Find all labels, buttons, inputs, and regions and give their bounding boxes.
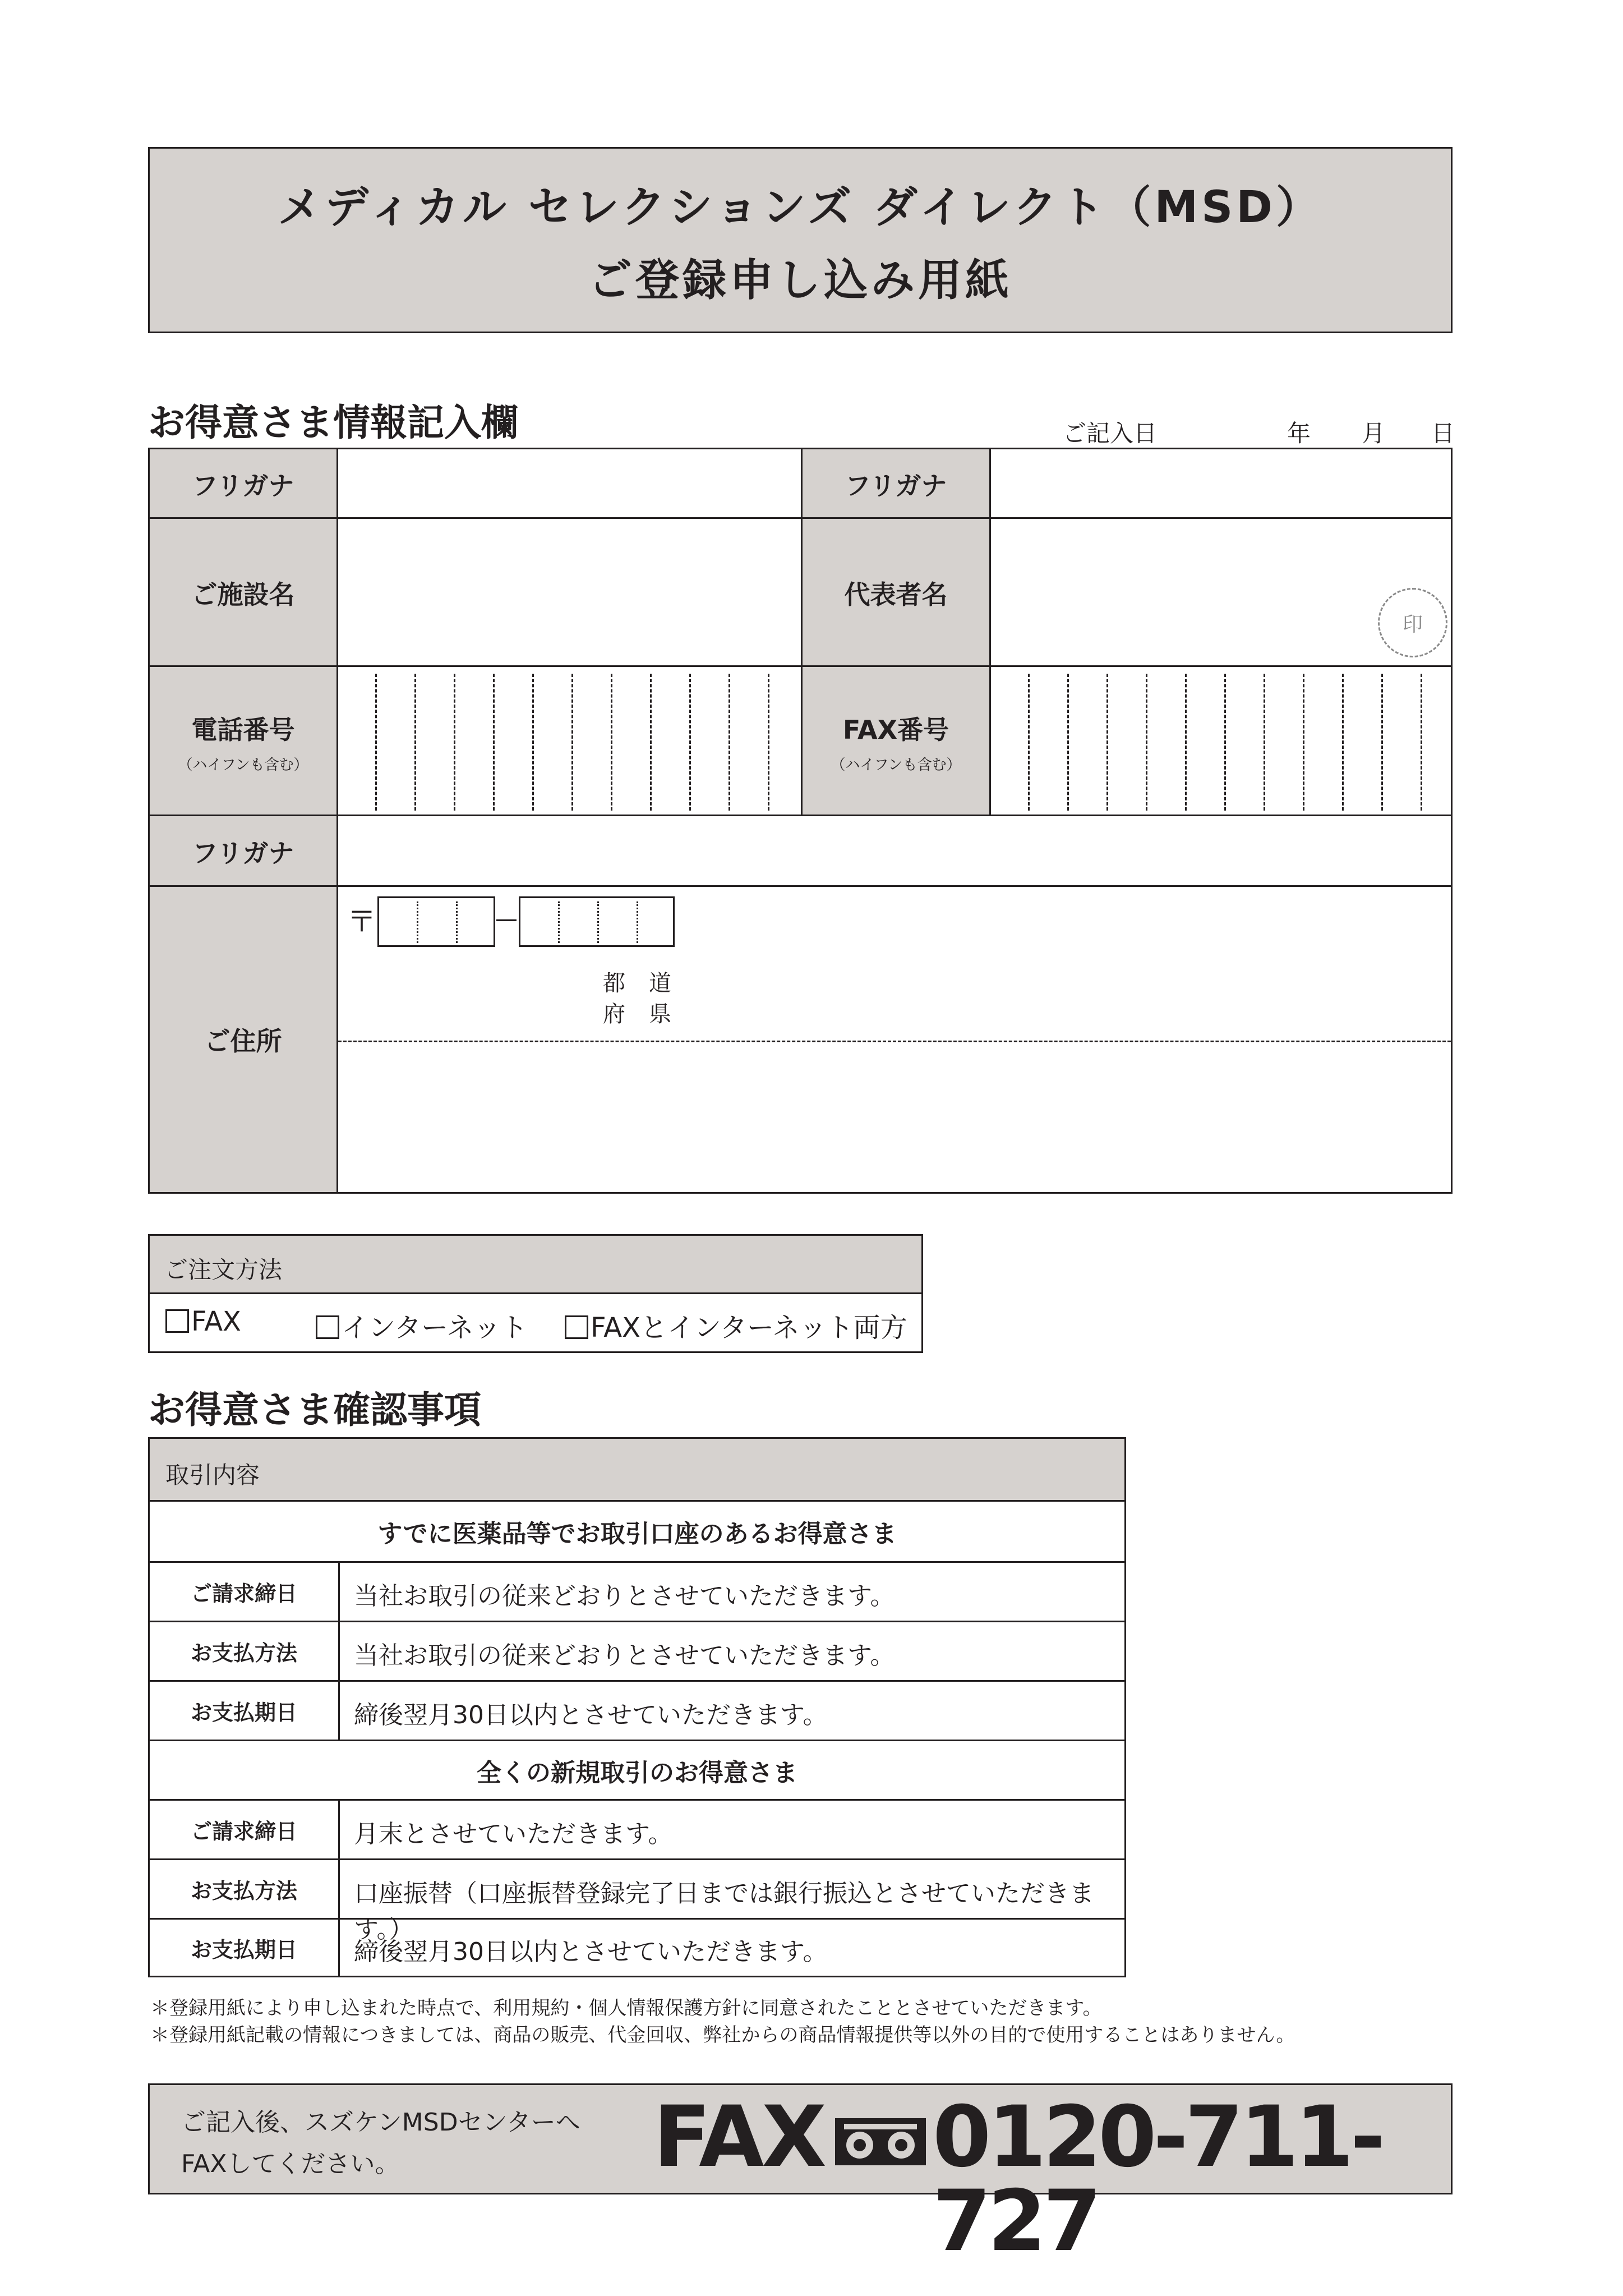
freedial-icon (833, 2116, 928, 2168)
existing-title: すでに医薬品等でお取引口座のあるお得意さま (377, 1520, 897, 1548)
postal-hyphen (496, 919, 517, 921)
order-method-box (148, 1234, 923, 1353)
address-furigana-input[interactable] (338, 818, 1451, 885)
existing-row-3-value: 締後翌月30日以内とさせていただきます。 (354, 1701, 828, 1729)
order-option-internet[interactable]: インターネット (316, 1306, 528, 1345)
title-line-2: ご登録申し込み用紙 (588, 255, 1012, 306)
new-row-3-value: 締後翌月30日以内とさせていただきます。 (354, 1938, 828, 1966)
existing-row-1-label: ご請求締日 (190, 1581, 297, 1606)
representative-input[interactable] (991, 521, 1451, 665)
date-day: 日 (1431, 420, 1455, 447)
table-header: 取引内容 (150, 1439, 1124, 1502)
phone-input[interactable] (338, 669, 801, 815)
existing-row-1-value: 当社お取引の従来どおりとさせていただきます。 (354, 1582, 895, 1611)
checkbox-icon (565, 1315, 588, 1339)
note-2: ＊登録用紙記載の情報につきましては、商品の販売、代金回収、弊社からの商品情報提供等以外の目的で使用することはありません。 (150, 2024, 1295, 2046)
checkbox-icon (165, 1309, 189, 1333)
order-method-label: ご注文方法 (150, 1236, 921, 1294)
fax-label: FAX番号 （ハイフンも含む） (803, 667, 989, 816)
title-box (148, 147, 1453, 333)
furigana-label: フリガナ (150, 449, 336, 519)
title-line-1: メディカル セレクションズ ダイレクト（MSD） (277, 182, 1324, 233)
phone-label: 電話番号 （ハイフンも含む） (150, 667, 336, 816)
checkbox-icon (316, 1315, 339, 1339)
pref-ken: 県 (649, 1001, 671, 1027)
order-option-fax[interactable]: FAX (165, 1306, 241, 1337)
new-row-2-value: 口座振替（口座振替登録完了日までは銀行振込とさせていただきます。） (354, 1879, 1094, 1944)
date-month: 月 (1362, 420, 1386, 447)
rep-furigana-label: フリガナ (803, 449, 989, 519)
facility-label: ご施設名 (150, 519, 336, 667)
furigana-input[interactable] (338, 449, 801, 517)
pref-fu: 府 (603, 1001, 625, 1027)
postal-mark: 〒 (347, 905, 377, 939)
new-row-1-value: 月末とさせていただきます。 (354, 1820, 673, 1848)
pref-do: 道 (649, 970, 671, 996)
postal-code-first[interactable] (377, 896, 495, 947)
seal-circle (1378, 588, 1447, 657)
address-label: ご住所 (150, 887, 336, 1192)
address-divider (338, 1041, 1451, 1042)
footer-instruction-2: FAXしてください。 (181, 2150, 400, 2178)
confirmation-heading: お得意さま確認事項 (148, 1388, 481, 1432)
existing-row-2-value: 当社お取引の従来どおりとさせていただきます。 (354, 1641, 895, 1670)
order-option-both[interactable]: FAXとインターネット両方 (565, 1306, 907, 1345)
footer-fax-number: 0120-711-727 (933, 2088, 1382, 2270)
address-furigana-label: フリガナ (150, 816, 336, 887)
pref-to: 都 (603, 970, 625, 996)
existing-row-2-label: お支払方法 (190, 1641, 297, 1665)
representative-label: 代表者名 (803, 519, 989, 667)
seal-label: 印 (1402, 613, 1423, 636)
rep-furigana-input[interactable] (991, 449, 1451, 517)
footer-instruction-1: ご記入後、スズケンMSDセンターへ (181, 2108, 580, 2137)
date-label: ご記入日 (1063, 420, 1158, 447)
note-1: ＊登録用紙により申し込まれた時点で、利用規約・個人情報保護方針に同意されたこととさせていただきます。 (150, 1997, 1102, 2019)
footer-fax-label: FAX (653, 2088, 824, 2186)
new-title: 全くの新規取引のお得意さま (477, 1758, 797, 1787)
facility-input[interactable] (338, 521, 801, 665)
postal-code-second[interactable] (519, 896, 675, 947)
new-row-2-label: お支払方法 (190, 1879, 297, 1903)
new-row-1-label: ご請求締日 (190, 1819, 297, 1844)
footer-box (148, 2083, 1453, 2270)
existing-row-3-label: お支払期日 (190, 1700, 297, 1725)
new-row-3-label: お支払期日 (190, 1937, 297, 1962)
date-year: 年 (1287, 420, 1311, 447)
customer-info-heading: お得意さま情報記入欄 (148, 401, 518, 444)
customer-info-table (148, 448, 1453, 1194)
confirmation-table (148, 1437, 1126, 1977)
